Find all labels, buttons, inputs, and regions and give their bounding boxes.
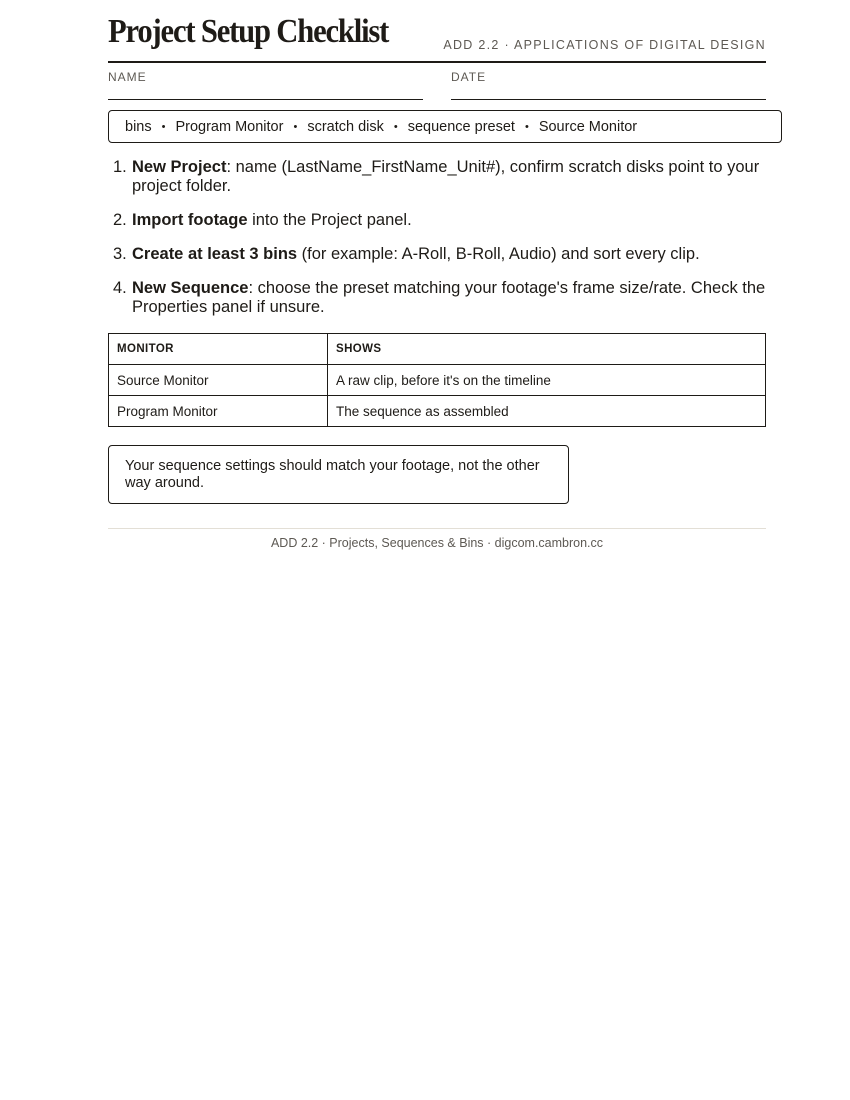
table-row: [109, 365, 766, 396]
bullet-separator: •: [161, 120, 166, 133]
word-bank-term: bins: [125, 118, 152, 135]
date-field-label: DATE: [451, 70, 487, 84]
date-field[interactable]: [451, 99, 766, 100]
step-detail: (for example: A-Roll, B-Roll, Audio) and sort every clip.: [297, 245, 700, 263]
step-number: 3.: [113, 245, 127, 263]
step-action: New Sequence: [132, 279, 249, 297]
word-bank-term: Source Monitor: [538, 118, 638, 135]
checklist-step: [108, 245, 768, 264]
page-footer: ADD 2.2 · Projects, Sequences & Bins · digcom.cambron.cc: [270, 536, 604, 550]
monitor-table: [108, 333, 766, 427]
monitor-description-cell: The sequence as assembled: [328, 396, 766, 427]
column-header-shows: SHOWS: [328, 334, 766, 365]
course-label: ADD 2.2 · APPLICATIONS OF DIGITAL DESIGN: [443, 38, 766, 52]
word-bank: [108, 110, 782, 143]
table-header-row: [109, 334, 766, 365]
monitor-description-cell: A raw clip, before it's on the timeline: [328, 365, 766, 396]
name-field-label: NAME: [108, 70, 147, 84]
step-number: 4.: [113, 279, 127, 297]
step-number: 1.: [113, 158, 127, 176]
tip-callout: Your sequence settings should match your footage, not the other way around.: [108, 445, 569, 504]
bullet-separator: •: [524, 120, 529, 133]
word-bank-term: sequence preset: [407, 118, 515, 135]
worksheet-header: [108, 10, 766, 63]
checklist-step: [108, 279, 768, 317]
step-detail: into the Project panel.: [247, 211, 412, 229]
word-bank-term: Program Monitor: [175, 118, 284, 135]
checklist-step: [108, 211, 768, 230]
checklist-step: [108, 158, 768, 196]
monitor-name-cell: Program Monitor: [109, 396, 328, 427]
word-bank-term: scratch disk: [307, 118, 384, 135]
step-action: Create at least 3 bins: [132, 245, 298, 263]
footer-divider: [108, 528, 766, 529]
step-action: New Project: [132, 158, 227, 176]
step-detail: : name (LastName_FirstName_Unit#), confirm scratch disks point to your project folder.: [132, 158, 760, 195]
monitor-name-cell: Source Monitor: [109, 365, 328, 396]
checklist-steps: [108, 158, 768, 332]
bullet-separator: •: [393, 120, 398, 133]
step-action: Import footage: [132, 211, 248, 229]
page-title: Project Setup Checklist: [108, 13, 389, 50]
step-number: 2.: [113, 211, 127, 229]
bullet-separator: •: [293, 120, 298, 133]
table-row: [109, 396, 766, 427]
column-header-monitor: MONITOR: [109, 334, 328, 365]
step-detail: : choose the preset matching your footage's frame size/rate. Check the Properties panel if unsure.: [132, 279, 766, 316]
name-field[interactable]: [108, 99, 423, 100]
